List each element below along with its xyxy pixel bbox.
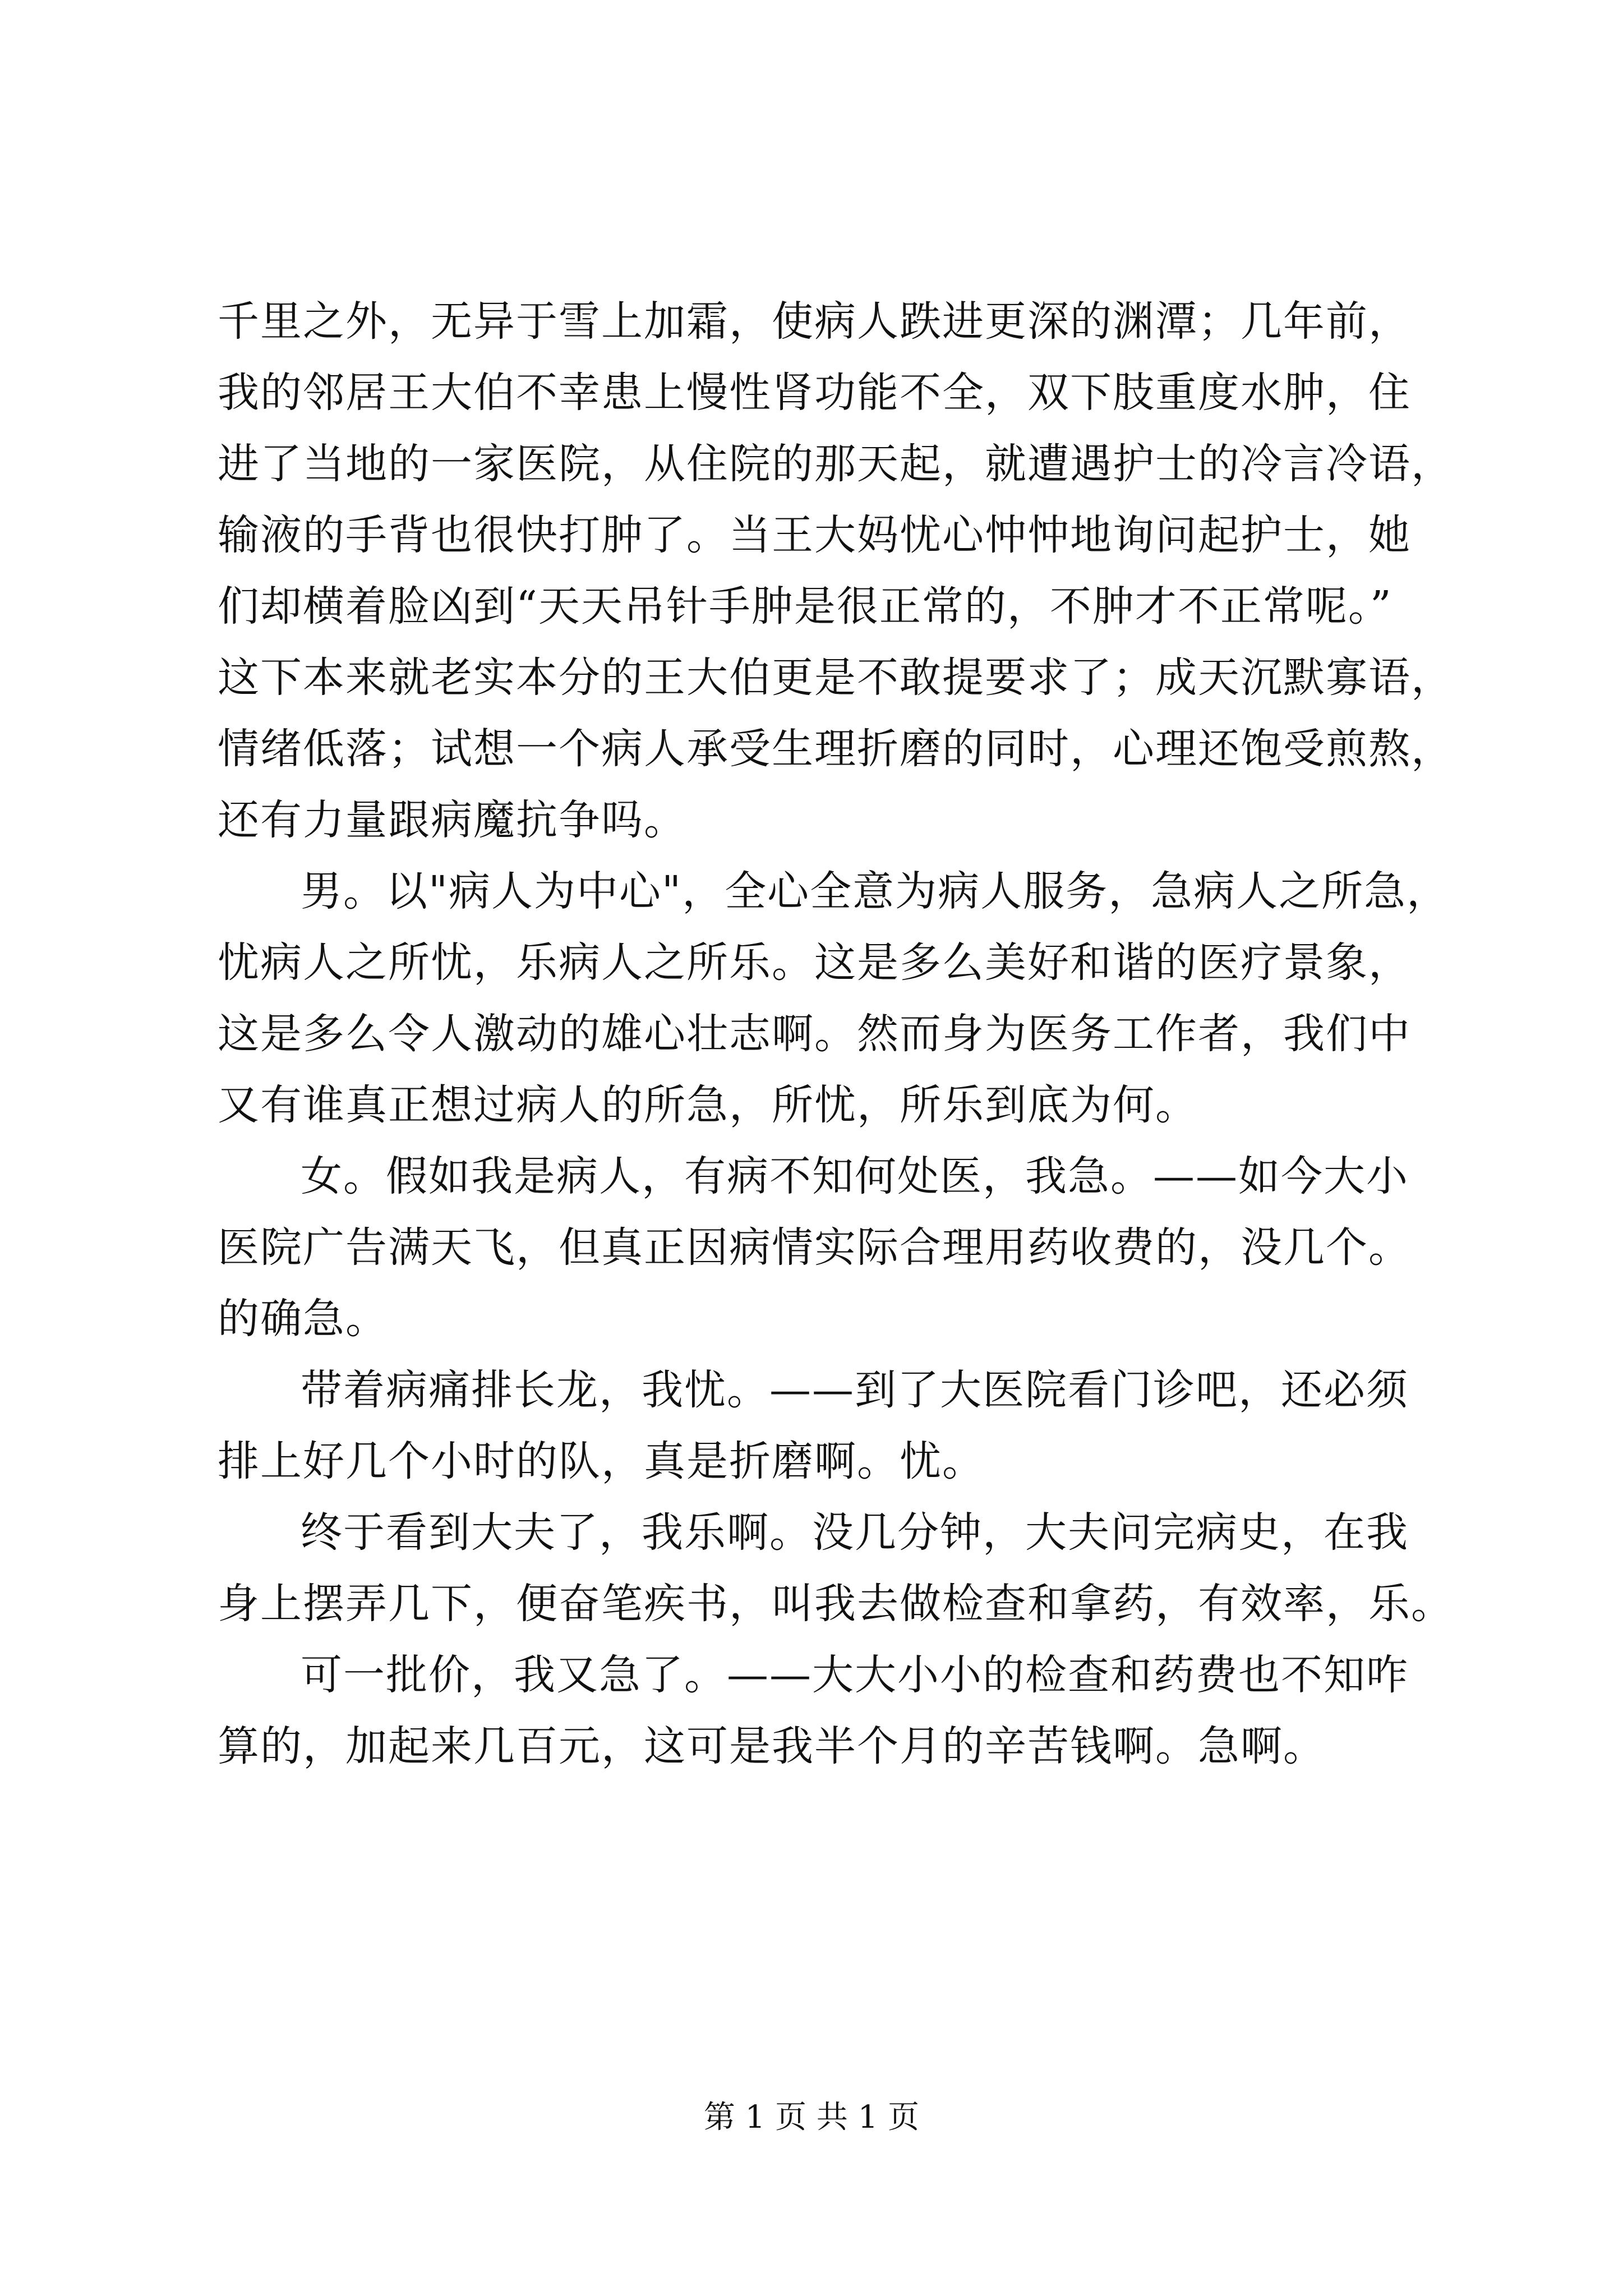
text-line: 输液的手背也很快打肿了。当王大妈忧心忡忡地询问起护士，她 — [218, 511, 1411, 559]
text-line: 们却横着脸凶到“天天吊针手肿是很正常的，不肿才不正常呢。” — [218, 582, 1393, 631]
text-line: 我的邻居王大伯不幸患上慢性肾功能不全，双下肢重度水肿，住 — [218, 369, 1411, 417]
text-line: 这下本来就老实本分的王大伯更是不敢提要求了；成天沉默寡语， — [218, 654, 1454, 702]
text-line: 终于看到大夫了，我乐啊。没几分钟，大夫问完病史，在我 — [301, 1508, 1409, 1557]
text-line: 女。假如我是病人，有病不知何处医，我急。——如今大小 — [301, 1152, 1409, 1200]
text-line: 还有力量跟病魔抗争吗。 — [218, 796, 686, 844]
text-line: 千里之外，无异于雪上加霜，使病人跌进更深的渊潭；几年前， — [218, 297, 1411, 346]
text-line: 排上好几个小时的队，真是折磨啊。忧。 — [218, 1437, 985, 1485]
body-text — [218, 286, 1454, 1782]
text-line: 又有谁真正想过病人的所急，所忧，所乐到底为何。 — [218, 1081, 1198, 1129]
text-line: 的确急。 — [218, 1295, 388, 1343]
text-line: 进了当地的一家医院，从住院的那天起，就遭遇护士的冷言冷语， — [218, 440, 1454, 488]
text-line: 情绪低落；试想一个病人承受生理折磨的同时，心理还饱受煎熬， — [218, 725, 1454, 773]
text-line: 可一批价，我又急了。——大大小小的检查和药费也不知咋 — [301, 1651, 1409, 1699]
text-line: 忧病人之所忧，乐病人之所乐。这是多么美好和谐的医疗景象， — [218, 938, 1411, 987]
text-line: 带着病痛排长龙，我忧。——到了大医院看门诊吧，还必须 — [301, 1366, 1409, 1414]
page-footer: 第 1 页 共 1 页 — [703, 2099, 920, 2136]
text-line: 医院广告满天飞，但真正因病情实际合理用药收费的，没几个。 — [218, 1223, 1411, 1272]
text-line: 这是多么令人激动的雄心壮志啊。然而身为医务工作者，我们中 — [218, 1010, 1411, 1058]
text-line: 身上摆弄几下，便奋笔疾书，叫我去做检查和拿药，有效率，乐。 — [218, 1580, 1454, 1628]
text-line: 算的，加起来几百元，这可是我半个月的辛苦钱啊。急啊。 — [218, 1722, 1326, 1770]
text-line: 男。以"病人为中心"，全心全意为病人服务，急病人之所急， — [301, 867, 1450, 915]
